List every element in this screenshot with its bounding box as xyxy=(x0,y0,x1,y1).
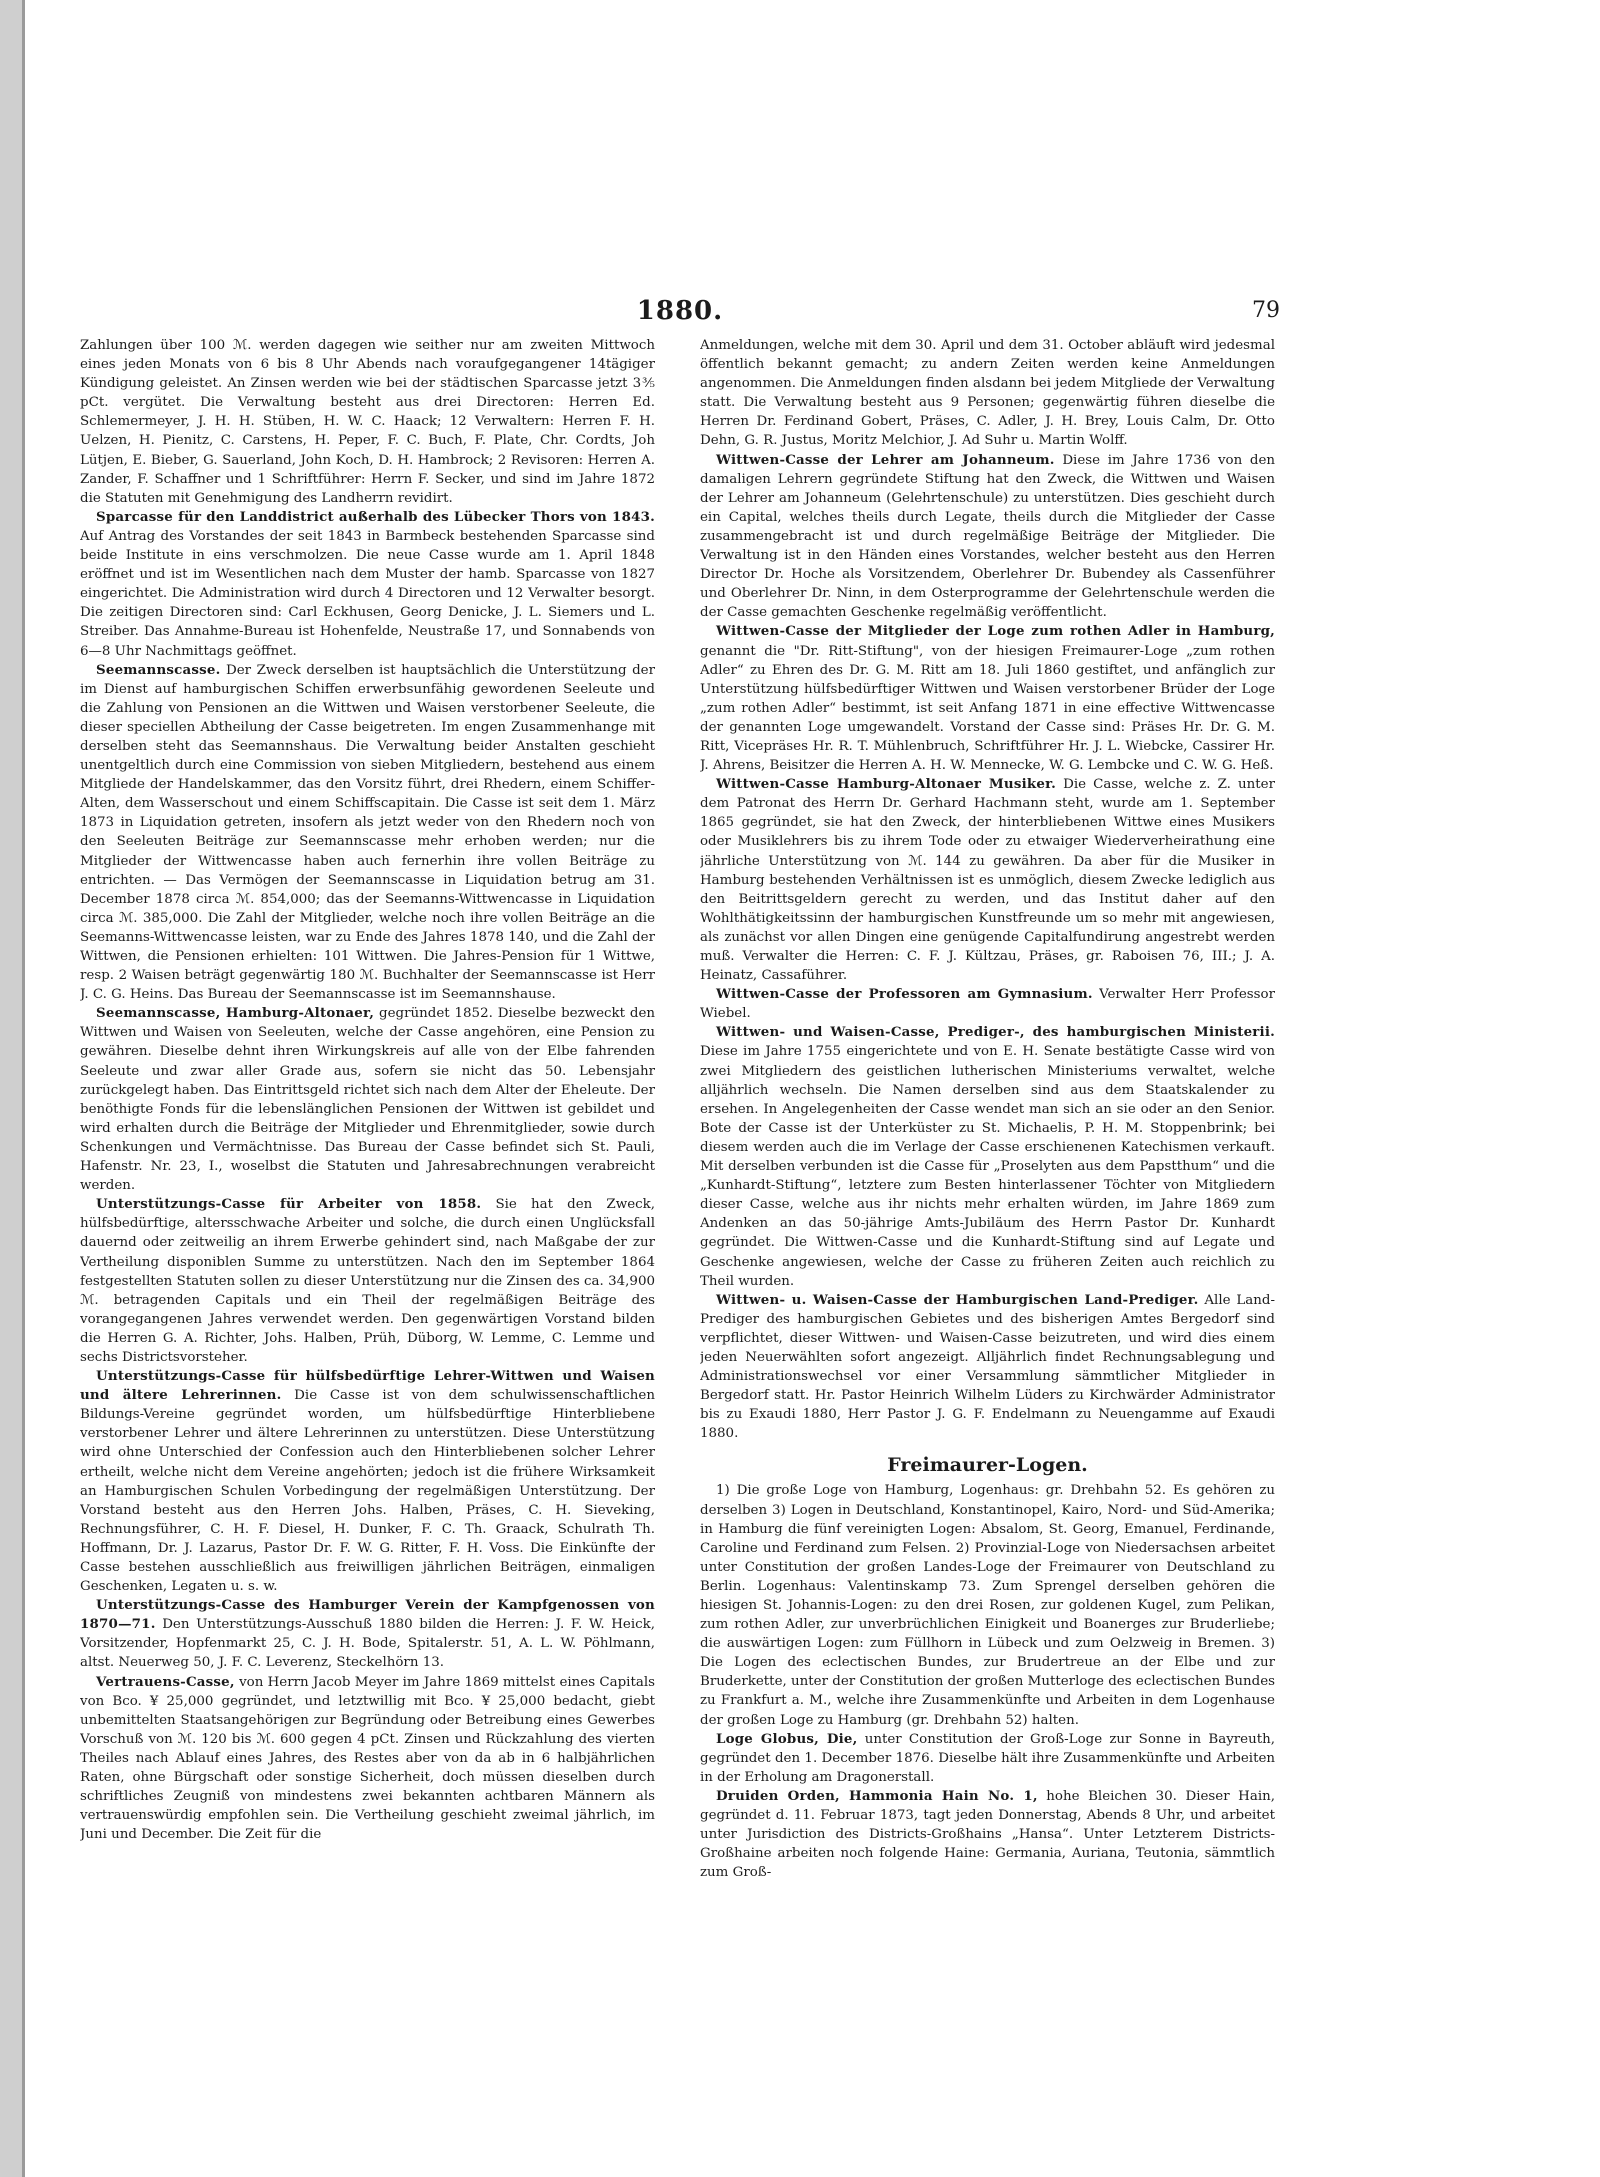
page-year: 1880. xyxy=(636,296,724,326)
right-column xyxy=(700,336,1275,2071)
entry xyxy=(700,1291,1275,1444)
entry-text: unter Constitution der Groß-Loge zur Sonne in Bayreuth, gegründet den 1. December 1876. Dieselbe hält ihre Zusammenkünfte und Arbeiten in der Erholung am Dragonerstall. xyxy=(700,1731,1275,1785)
entry xyxy=(80,508,655,661)
entry-text: Anmeldungen, welche mit dem 30. April und dem 31. October abläuft wird jedesmal öffentlich bekannt gemacht; zu andern Zeiten werden keine Anmeldungen angenommen. Die Anmeldungen finden alsdann bei jedem Mitgliede der Verwaltung statt. Die Verwaltung besteht aus 9 Personen; gegenwärtig führen dieselbe die Herren Dr. Ferdinand Gobert, Präses, C. Adler, J. H. Brey, Louis Calm, Dr. Otto Dehn, G. R. Justus, Moritz Melchior, J. Ad Suhr u. Martin Wolff. xyxy=(700,338,1275,449)
entry-text: Alle Land-Prediger des hamburgischen Gebietes und des bisherigen Amtes Bergedorf sind verpflichtet, dieser Wittwen- und Waisen-Casse beizutreten, und wird dies einem jeden Neuerwählten sofort angezeigt. Alljährlich findet Rechnungsablegung und Administrationswechsel vor einer Versammlung sämmtlicher Mitglieder in Bergedorf statt. Hr. Pastor Heinrich Wilhelm Lüders zu Kirchwärder Administrator bis zu Exaudi 1880, Herr Pastor J. G. F. Endelmann zu Neuengamme auf Exaudi 1880. xyxy=(700,1292,1275,1442)
entry-text: Diese im Jahre 1736 von den damaligen Lehrern gegründete Stiftung hat den Zweck, die Wittwen und Waisen der Lehrer am Johanneum (Gelehrtenschule) zu unterstützen. Dies geschieht durch ein Capital, welches theils durch Legate, theils durch die Mitglieder der Casse zusammengebracht ist und durch regelmäßige Beiträge der Mitglieder. Die Verwaltung ist in den Händen eines Vorstandes, welcher besteht aus den Herren Director Dr. Hoche als Vorsitzendem, Oberlehrer Dr. Bubendey als Cassenführer und Oberlehrer Dr. Ninn, in dem Osterprogramme der Gelehrtenschule werden die der Casse gemachten Geschenke regelmäßig veröffentlicht. xyxy=(700,452,1275,621)
page-edge-line xyxy=(22,0,25,2177)
entry xyxy=(80,1195,655,1367)
entry-text: Die Casse, welche z. Z. unter dem Patronat des Herrn Dr. Gerhard Hachmann steht, wurde am 1. September 1865 gegründet, sie hat den Zweck, der hinterbliebenen Wittwe eines Musikers oder Musiklehrers bis zu ihrem Tode oder zu etwaiger Wiederverheirathung eine jährliche Unterstützung von ℳ. 144 zu gewähren. Da aber für die Musiker in Hamburg bestehenden Verhältnissen ist es unmöglich, diesem Zwecke lediglich aus den Beitrittsgeldern gerecht zu werden, und das Institut daher auf den Wohlthätigkeitssinn der hamburgischen Kunstfreunde um so mehr mit angewiesen, als zunächst vor allen Dingen eine genügende Capitalfundirung angestrebt werden muß. Verwalter die Herren: C. F. J. Kültzau, Präses, gr. Raboisen 76, III.; J. A. Heinatz, Cassaführer. xyxy=(700,777,1275,984)
entry xyxy=(80,336,655,508)
entry-text: genannt die "Dr. Ritt-Stiftung", von der hiesigen Freimaurer-Loge „zum rothen Adler“ zu Ehren des Dr. G. M. Ritt am 18. Juli 1860 gestiftet, und anfänglich zur Unterstützung hülfsbedürftiger Wittwen und Waisen verstorbener Brüder der Loge „zum rothen Adler“ bestimmt, ist seit Anfang 1871 in eine effective Wittwencasse der genannten Loge umgewandelt. Vorstand der Casse sind: Präses Hr. Dr. G. M. Ritt, Vicepräses Hr. R. T. Mühlenbruch, Schriftführer Hr. J. L. Wiebcke, Cassirer Hr. J. Ahrens, Beisitzer die Herren A. H. W. Mennecke, W. G. Lembcke und C. W. G. Heß. xyxy=(700,643,1275,774)
entry xyxy=(700,1787,1275,1882)
page-header xyxy=(80,296,1280,326)
left-column xyxy=(80,336,655,2071)
entry-text: Auf Antrag des Vorstandes der seit 1843 in Barmbeck bestehenden Sparcasse sind beide Institute in eins verschmolzen. Die neue Casse wurde am 1. April 1848 eröffnet und ist im Wesentlichen nach dem Muster der hamb. Sparcasse von 1827 eingerichtet. Die Administration wird durch 4 Directoren und 12 Verwalter besorgt. Die zeitigen Directoren sind: Carl Eckhusen, Georg Denicke, J. L. Siemers und L. Streiber. Das Annahme-Bureau ist Hohenfelde, Neustraße 17, und Sonnabends von 6—8 Uhr Nachmittags geöffnet. xyxy=(80,528,655,659)
entry-title: Vertrauens-Casse, xyxy=(96,1673,235,1690)
entry xyxy=(700,622,1275,775)
entry xyxy=(80,1673,655,1845)
section-heading: Freimaurer-Logen. xyxy=(887,1454,1088,1477)
entry xyxy=(80,661,655,1005)
entry xyxy=(80,1367,655,1596)
page-edge-shadow xyxy=(0,0,22,2177)
entry-text: Diese im Jahre 1755 eingerichtete und von E. H. Senate bestätigte Casse wird von zwei Mitgliedern des geistlichen lutherischen Ministeriums verwaltet, welche alljährlich wechseln. Die Namen derselben sind aus dem Staatskalender zu ersehen. In Angelegenheiten der Casse wendet man sich an sie oder an den Senior. Bote der Casse ist der Unterküster zu St. Michaelis, P. H. M. Stoppenbrink; bei diesem werden auch die im Verlage der Casse erschienenen Katechismen verkauft. Mit derselben verbunden ist die Casse für „Proselyten aus dem Papstthum“ und die „Kunhardt-Stiftung“, letztere zum Besten hinterlassener Töchter von Mitgliedern dieser Casse, welche aus ihr nichts mehr erhalten würden, im Jahre 1869 zum Andenken an das 50-jährige Amts-Jubiläum des Herrn Pastor Dr. Kunhardt gegründet. Die Wittwen-Casse und die Kunhardt-Stiftung sind auf Legate und Geschenke angewiesen, welche der Casse zu früheren Zeiten auch reichlich zu Theil wurden. xyxy=(700,1044,1275,1289)
entry-title: Seemannscasse. xyxy=(96,661,221,678)
entry-title: Loge Globus, Die, xyxy=(716,1730,858,1747)
entry-title: Unterstützungs-Casse des Hamburger Verein der Kampfgenossen von 1870—71. xyxy=(80,1597,655,1633)
entry-title: Wittwen-Casse der Lehrer am Johanneum. xyxy=(716,451,1055,468)
entry-text: 1) Die große Loge von Hamburg, Logenhaus: gr. Drehbahn 52. Es gehören zu derselben 3) Logen in Deutschland, Konstantinopel, Kairo, Nord- und Süd-Amerika; in Hamburg die fünf vereinigten Logen: Absalom, St. Georg, Emanuel, Ferdinande, Caroline und Ferdinand zum Felsen. 2) Provinzial-Loge von Niedersachsen arbeitet unter Constitution der großen Landes-Loge der Freimaurer von Deutschland zu Berlin. Logenhaus: Valentinskamp 73. Zum Sprengel derselben gehören die hiesigen St. Johannis-Logen: zu den drei Rosen, zur goldenen Kugel, zum Pelikan, zum rothen Adler, zur unverbrüchlichen Einigkeit und Boanerges zur Bruderliebe; die auswärtigen Logen: zum Füllhorn in Lübeck und zum Oelzweig in Bremen. 3) Die Logen des eclectischen Bundes, zur Brudertreue an der Elbe und zur Bruderkette, unter der Constitution der großen Mutterloge des eclectischen Bundes zu Frankfurt a. M., welche ihre Zusammenkünfte und Arbeiten in dem Logenhause der großen Loge zu Hamburg (gr. Drehbahn 52) halten. xyxy=(700,1483,1275,1728)
entry-text: Sie hat den Zweck, hülfsbedürftige, altersschwache Arbeiter und solche, die durch einen Unglücksfall dauernd oder zeitweilig an ihrem Erwerbe gehindert sind, nach Maßgabe der zur Vertheilung disponiblen Summe zu unterstützen. Nach den im September 1864 festgestellten Statuten sollen zu dieser Unterstützung nur die Zinsen des ca. 34,900 ℳ. betragenden Capitals und ein Theil der regelmäßigen Beiträge des vorangegangenen Jahres verwendet werden. Den gegenwärtigen Vorstand bilden die Herren G. A. Richter, Johs. Halben, Prüh, Düborg, W. Lemme, C. Lemme und sechs Districtsvorsteher. xyxy=(80,1197,655,1365)
entry-text: Den Unterstützungs-Ausschuß 1880 bilden die Herren: J. F. W. Heick, Vorsitzender, Hopfenmarkt 25, C. J. H. Bode, Spitalerstr. 51, A. L. W. Pöhlmann, altst. Neuerweg 50, J. F. C. Leverenz, Steckelhörn 13. xyxy=(80,1617,655,1671)
entry-title: Wittwen-Casse der Mitglieder der Loge zum rothen Adler in Hamburg, xyxy=(716,623,1275,640)
entry-title: Druiden Orden, Hammonia Hain No. 1, xyxy=(716,1787,1038,1804)
entry-title: Wittwen-Casse der Professoren am Gymnasium. xyxy=(716,986,1093,1003)
entry-text: Verwalter Herr Professor Wiebel. xyxy=(700,987,1275,1022)
entry xyxy=(700,1730,1275,1787)
entry-title: Wittwen-Casse Hamburg-Altonaer Musiker. xyxy=(716,776,1056,793)
entry xyxy=(700,451,1275,623)
entry xyxy=(700,985,1275,1023)
entry-text: gegründet 1852. Dieselbe bezweckt den Wittwen und Waisen von Seeleuten, welche der Casse angehören, eine Pension zu gewähren. Dieselbe dehnt ihren Wirkungskreis auf alle von der Elbe fahrenden Seeleute und zwar aller Grade aus, sofern sie nicht das 50. Lebensjahr zurückgelegt haben. Das Eintrittsgeld richtet sich nach dem Alter der Eheleute. Der benöthigte Fonds für die lebenslänglichen Pensionen der Wittwen ist gebildet und wird erhalten durch die Beiträge der Mitglieder und Ehrenmitglieder, sowie durch Schenkungen und Vermächtnisse. Das Bureau der Casse befindet sich St. Pauli, Hafenstr. Nr. 23, I., woselbst die Statuten und Jahresabrechnungen verabreicht werden. xyxy=(80,1006,655,1194)
entry-text: Die Casse ist von dem schulwissenschaftlichen Bildungs-Vereine gegründet worden, um hülfsbedürftige Hinterbliebene verstorbener Lehrer und ältere Lehrerinnen zu unterstützen. Diese Unterstützung wird ohne Unterschied der Confession auch den Hinterbliebenen solcher Lehrer ertheilt, welche nicht dem Vereine angehörten; jedoch ist die frühere Wirksamkeit an Hamburgischen Schulen Vorbedingung der regelmäßigen Unterstützung. Der Vorstand besteht aus den Herren Johs. Halben, Präses, C. H. Sieveking, Rechnungsführer, C. H. F. Diesel, H. Dunker, F. C. Th. Graack, Schulrath Th. Hoffmann, Dr. J. Lazarus, Pastor Dr. F. W. G. Ritter, F. H. Voss. Die Einkünfte der Casse bestehen ausschließlich aus freiwilligen jährlichen Beiträgen, einmaligen Geschenken, Legaten u. s. w. xyxy=(80,1388,655,1595)
entry-text: hohe Bleichen 30. Dieser Hain, gegründet d. 11. Februar 1873, tagt jeden Donnerstag, Abends 8 Uhr, und arbeitet unter Jurisdiction des Districts-Großhains „Hansa“. Unter Letzterem Districts-Großhaine arbeiten noch folgende Haine: Germania, Auriana, Teutonia, sämmtlich zum Groß- xyxy=(700,1788,1275,1881)
entry-title: Wittwen- und Waisen-Casse, Prediger-, des hamburgischen Ministerii. xyxy=(716,1024,1275,1041)
entry-title: Unterstützungs-Casse für hülfsbedürftige Lehrer-Wittwen und Waisen und ältere Lehrerinnen. xyxy=(80,1368,655,1404)
entry-title: Wittwen- u. Waisen-Casse der Hamburgischen Land-Prediger. xyxy=(716,1291,1199,1308)
page-number: 79 xyxy=(1252,298,1280,323)
entry xyxy=(700,1481,1275,1729)
entry xyxy=(700,1023,1275,1290)
entry-text: Der Zweck derselben ist hauptsächlich die Unterstützung der im Dienst auf hamburgischen Schiffen erwerbsunfähig gewordenen Seeleute und die Zahlung von Pensionen an die Wittwen und Waisen verstorbener Seeleute, die dieser speciellen Abtheilung der Casse beigetreten. Im engen Zusammenhange mit derselben steht das Seemannshaus. Die Verwaltung beider Anstalten geschieht unentgeltlich durch eine Commission von sieben Mitgliedern, bestehend aus einem Mitgliede der Handelskammer, das den Vorsitz führt, drei Rhedern, einem Schiffer-Alten, dem Wasserschout und einem Schiffscapitain. Die Casse ist seit dem 1. März 1873 in Liquidation getreten, insofern als jetzt weder von den Rhedern noch von den Seeleuten Beiträge zur Seemannscasse mehr erhoben werden; nur die Mitglieder der Wittwencasse haben auch fernerhin ihre vollen Beiträge zu entrichten. — Das Vermögen der Seemannscasse in Liquidation betrug am 31. December 1878 circa ℳ. 854,000; das der Seemanns-Wittwencasse in Liquidation circa ℳ. 385,000. Die Zahl der Mitglieder, welche noch ihre vollen Beiträge an die Seemanns-Wittwencasse leisten, war zu Ende des Jahres 1878 140, und die Zahl der Wittwen, die Pensionen erhielten: 101 Wittwen. Die Jahres-Pension für 1 Wittwe, resp. 2 Waisen beträgt gegenwärtig 180 ℳ. Buchhalter der Seemannscasse ist Herr J. C. G. Heins. Das Bureau der Seemannscasse ist im Seemannshause. xyxy=(80,662,655,1003)
entry xyxy=(700,775,1275,985)
document-page xyxy=(80,296,1280,2076)
entry-title: Seemannscasse, Hamburg-Altonaer, xyxy=(96,1005,375,1022)
entry xyxy=(80,1004,655,1195)
entry-title: Sparcasse für den Landdistrict außerhalb des Lübecker Thors von 1843. xyxy=(96,508,655,525)
entry xyxy=(80,1596,655,1672)
entry-text: von Herrn Jacob Meyer im Jahre 1869 mittelst eines Capitals von Bco. ¥ 25,000 gegründet, und letztwillig mit Bco. ¥ 25,000 bedacht, giebt unbemittelten Staatsangehörigen zur Begründung oder Betreibung eines Gewerbes Vorschuß von ℳ. 120 bis ℳ. 600 gegen 4 pCt. Zinsen und Rückzahlung des vierten Theiles nach Ablauf eines Jahres, des Restes aber von da ab in 6 halbjährlichen Raten, ohne Bürgschaft oder sonstige Sicherheit, doch müssen dieselben durch schriftliches Zeugniß von mindestens zwei bekannten achtbaren Männern als vertrauenswürdig empfohlen sein. Die Vertheilung geschieht zweimal jährlich, im Juni und December. Die Zeit für die xyxy=(80,1674,655,1843)
entry-text: Zahlungen über 100 ℳ. werden dagegen wie seither nur am zweiten Mittwoch eines jeden Monats von 6 bis 8 Uhr Abends nach voraufgegangener 14tägiger Kündigung geleistet. An Zinsen werden wie bei der städtischen Sparcasse jetzt 3⅗ pCt. vergütet. Die Verwaltung besteht aus drei Directoren: Herren Ed. Schlemermeyer, J. H. H. Stüben, H. W. C. Haack; 12 Verwaltern: Herren F. H. Uelzen, H. Pienitz, C. Carstens, H. Peper, F. C. Buch, F. Plate, Chr. Cordts, Joh Lütjen, E. Bieber, G. Sauerland, John Koch, D. H. Hambrock; 2 Revisoren: Herren A. Zander, F. Schaffner und 1 Schriftführer: Herrn F. Secker, und sind im Jahre 1872 die Statuten mit Genehmigung des Landherrn revidirt. xyxy=(80,338,655,506)
entry xyxy=(700,336,1275,451)
entry-title: Unterstützungs-Casse für Arbeiter von 1858. xyxy=(96,1196,482,1213)
